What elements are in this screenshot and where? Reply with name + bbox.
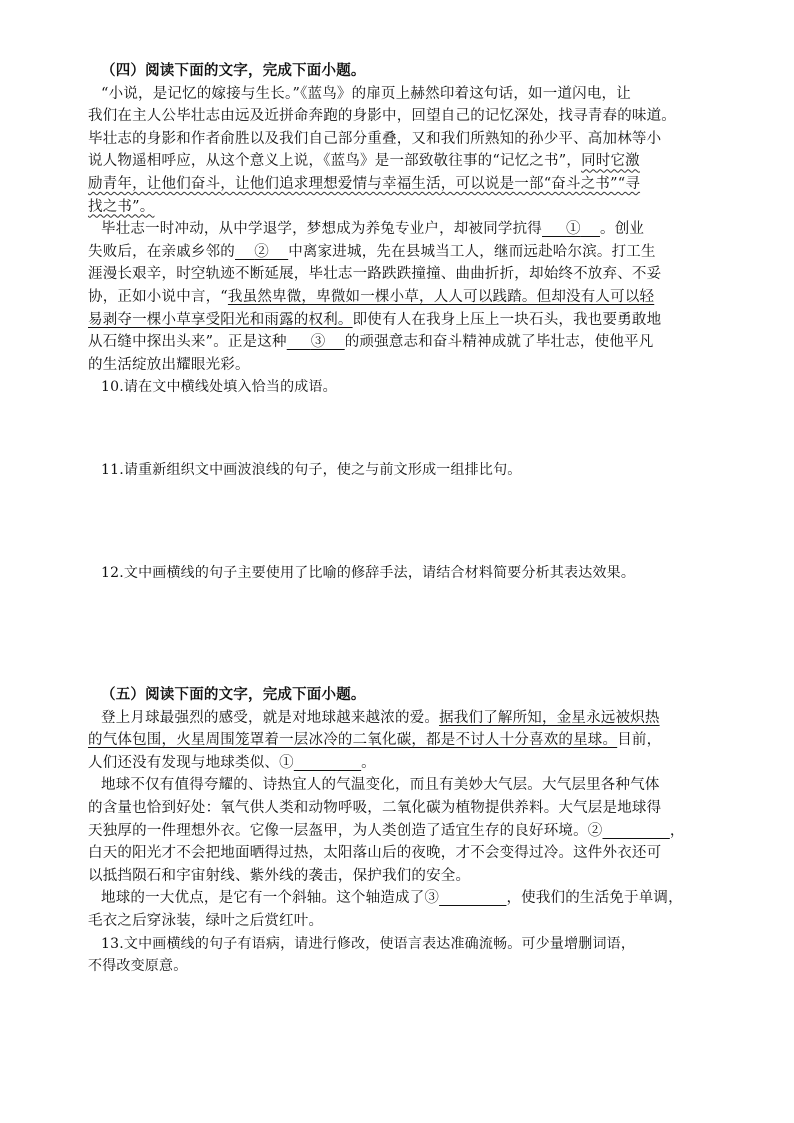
question-13-line2: 不得改变原意。	[88, 958, 188, 975]
wavy-sentence-part2: 励青年，让他们奋斗，让他们追求理想爱情与幸福生活，可以说是一部“奋斗之书”“寻	[88, 175, 641, 192]
s4-p1-line3: 毕壮志的身影和作者俞胜以及我们自己部分重叠，又和我们所熟知的孙少平、高加林等小	[88, 130, 662, 147]
s4-p2-line5: 易剥夺一棵小草享受阳光和雨露的权利。即使有人在我身上压上一块石头，我也要勇敢地	[88, 311, 662, 328]
s5-p1-line1: 登上月球最强烈的感受，就是对地球越来越浓的爱。据我们了解所知，金星永远被炽热	[101, 709, 660, 726]
blank-1: ①	[566, 221, 581, 238]
s5-p2-line5: 以抵挡陨石和宇宙射线、紫外线的袭击，保护我们的安全。	[88, 867, 471, 884]
section4-heading: （四）阅读下面的文字，完成下面小题。	[101, 62, 366, 79]
s5-underlined-part1: 据我们了解所知，金星永远被炽热	[439, 709, 660, 726]
question-11: 11.请重新组织文中画波浪线的句子，使之与前文形成一组排比句。	[101, 461, 522, 478]
s5-p2-line2: 的含量也恰到好处：氧气供人类和动物呼吸，二氧化碳为植物提供养料。大气层是地球得	[88, 800, 662, 817]
answer-space-11	[88, 482, 720, 562]
s4-p2-line1: 毕壮志一时冲动，从中学退学，梦想成为养兔专业户，却被同学抗得 ① 。创业	[101, 221, 645, 238]
s5-p1-line3: 人们还没有发现与地球类似、① 。	[88, 754, 376, 771]
blank-3: ③	[310, 334, 326, 351]
blank-2: ②	[254, 243, 269, 260]
s4-p2-line3: 涯漫长艰辛，时空轨迹不断延展，毕壮志一路跌跌撞撞、曲曲折折，却始终不放弃、不妥	[88, 266, 662, 283]
s4-p1-line6	[88, 196, 720, 219]
s4-p2-line2: 失败后，在亲戚乡邻的 ② 中离家进城，先在县城当工人，继而远赴哈尔滨。打工生	[88, 243, 656, 260]
blank-s5-2	[603, 823, 670, 839]
document-page	[88, 60, 720, 978]
question-12: 12.文中画横线的句子主要使用了比喻的修辞手法，请结合材料简要分析其表达效果。	[101, 564, 636, 581]
s4-p1-line2: 我们在主人公毕壮志由远及近拼命奔跑的身影中，回望自己的记忆深处，找寻青春的味道。	[88, 108, 676, 125]
s4-p2-line7: 的生活绽放出耀眼光彩。	[88, 356, 250, 373]
underlined-sentence-part2: 易剥夺一棵小草享受阳光和雨露的权利。	[88, 311, 353, 328]
question-10: 10.请在文中横线处填入恰当的成语。	[101, 379, 337, 396]
s5-p3-line1: 地球的一大优点，是它有一个斜轴。这个轴造成了③ ，使我们的生活免于单调，	[101, 890, 683, 907]
section5-heading: （五）阅读下面的文字，完成下面小题。	[101, 686, 366, 704]
s4-p1-line4	[88, 150, 720, 173]
s5-p3-line2: 毛衣之后穿泳装，绿叶之后赏红叶。	[88, 913, 324, 930]
s4-p1-line1: “小说，是记忆的嫁接与生长。”《蓝鸟》的扉页上赫然印着这句话，如一道闪电，让	[101, 85, 631, 102]
s5-p2-line4: 白天的阳光才不会把地面晒得过热，太阳落山后的夜晚，才不会变得过冷。这件外衣还可	[88, 845, 662, 862]
s4-p2-line6: 从石缝中探出头来”。正是这种 ③ 的顽强意志和奋斗精神成就了毕壮志，使他平凡	[88, 334, 654, 351]
answer-space-10	[88, 399, 720, 459]
blank-s5-3	[439, 890, 506, 906]
question-13-line1: 13.文中画横线的句子有语病，请进行修改，使语言表达准确流畅。可少量增删词语，	[101, 935, 636, 952]
s5-underlined-part2: 的气体包围，火星周围笼罩着一层冰冷的二氧化碳，都是不讨人十分喜欢的星球。	[88, 732, 618, 749]
underlined-sentence-part1: 我虽然卑微，卑微如一棵小草，人人可以践踏。但却没有人可以轻	[227, 288, 655, 305]
wavy-sentence-part1: 同时它激	[581, 153, 640, 170]
s5-p2-line1: 地球不仅有值得夸耀的、诗热宜人的气温变化，而且有美妙大气层。大气层里各种气体	[101, 777, 660, 794]
blank-s5-1	[294, 755, 361, 771]
wavy-sentence-part3: 找之书”。	[88, 198, 155, 215]
s5-p2-line3: 天独厚的一件理想外衣。它像一层盔甲，为人类创造了适宜生存的良好环境。② ，	[88, 822, 685, 839]
s5-p1-line2: 的气体包围，火星周围笼罩着一层冰冷的二氧化碳，都是不讨人十分喜欢的星球。目前，	[88, 732, 662, 749]
answer-space-12	[88, 584, 720, 684]
s4-p1-line4-a: 说人物遥相呼应，从这个意义上说，《蓝鸟》是一部致敬往事的“记忆之书”，	[88, 153, 582, 170]
s4-p1-line5	[88, 173, 720, 196]
s4-p2-line4: 协，正如小说中言，“我虽然卑微，卑微如一棵小草，人人可以践踏。但却没有人可以轻	[88, 288, 655, 305]
